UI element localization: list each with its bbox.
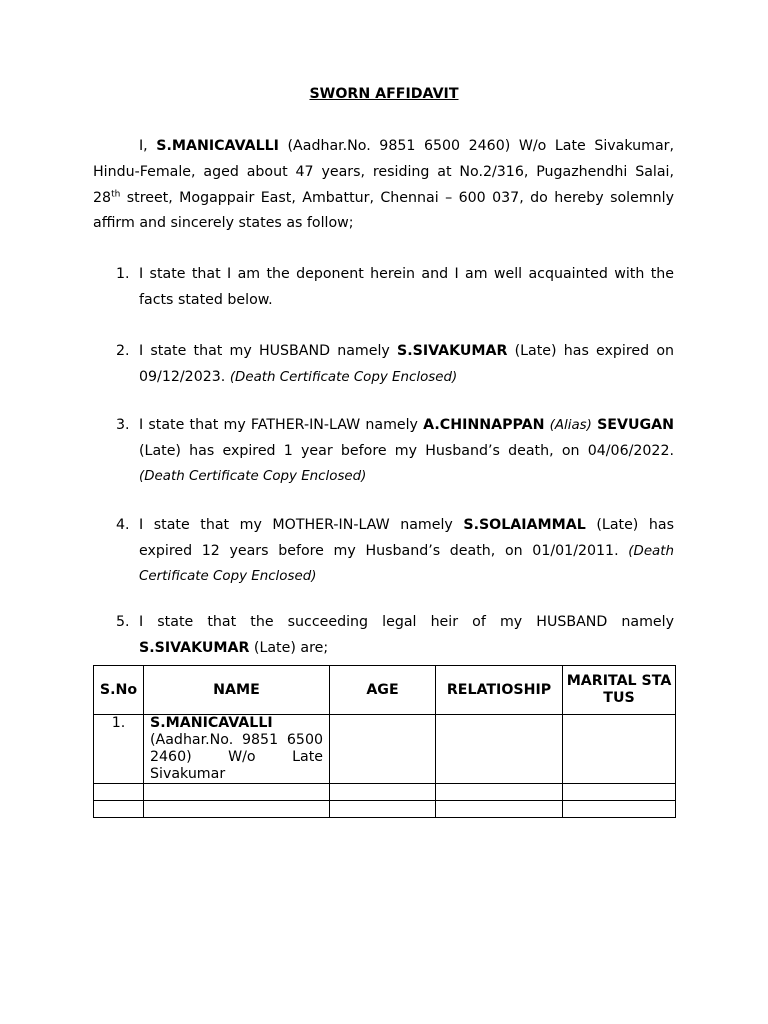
person-alias-name: SEVUGAN (597, 417, 675, 433)
statement-1 (93, 262, 674, 313)
empty-cell (144, 784, 330, 801)
statement-text (139, 610, 674, 661)
statement-text (139, 513, 674, 590)
heir-name: S.MANICAVALLI (150, 715, 273, 731)
enclosure-note: (Death Certificate Copy Enclosed) (229, 369, 458, 385)
intro-text-2: street, Mogappair East, Ambattur, Chennai – 600 037, do hereby solemnly affirm and sincerely states as follow; (93, 189, 674, 232)
heir-details: (Aadhar.No. 9851 6500 2460) W/o Late Sivakumar (150, 732, 323, 782)
cell-age (330, 715, 436, 784)
statement-4 (93, 513, 674, 590)
table-row-empty (94, 784, 676, 801)
statement-number: 2. (116, 343, 130, 359)
person-name: S.SIVAKUMAR (139, 639, 250, 656)
empty-cell (436, 801, 563, 818)
statement-number: 5. (116, 614, 130, 630)
header-relationship: RELATIOSHIP (436, 666, 563, 715)
cell-name (144, 715, 330, 784)
statement-post: (Late) has expired on 09/12/2023. (139, 343, 675, 385)
statement-post: (Late) are; (253, 639, 329, 656)
statement-text (139, 339, 674, 390)
empty-cell (94, 784, 144, 801)
table-row-empty (94, 801, 676, 818)
empty-cell (330, 801, 436, 818)
table-row (94, 715, 676, 784)
statement-pre: I state that the succeeding legal heir of my HUSBAND namely (139, 614, 674, 630)
empty-cell (563, 784, 676, 801)
legal-heirs-table (93, 665, 676, 818)
table-header-row (94, 666, 676, 715)
person-name: S.SIVAKUMAR (397, 343, 508, 359)
empty-cell (330, 784, 436, 801)
intro-prefix: I, (139, 138, 148, 154)
intro-text-1: (Aadhar.No. 9851 6500 2460) W/o Late Sivakumar, Hindu-Female, aged about 47 years, residing at No.2/316, Pugazhendhi Salai, 28 (93, 138, 675, 206)
empty-cell (436, 784, 563, 801)
person-name: A.CHINNAPPAN (423, 417, 545, 433)
header-age: AGE (330, 666, 436, 715)
intro-paragraph (93, 134, 674, 237)
statement-post: (Late) has expired 1 year before my Husband’s death, on 04/06/2022. (139, 442, 674, 459)
deponent-name: S.MANICAVALLI (156, 138, 279, 154)
cell-marital-status (563, 715, 676, 784)
cell-relationship (436, 715, 563, 784)
statement-text (139, 413, 674, 490)
enclosure-note: (Death Certificate Copy Enclosed) (139, 469, 367, 484)
statement-pre: I state that my HUSBAND namely (139, 343, 390, 359)
cell-sno: 1. (94, 715, 144, 784)
statement-2 (93, 339, 674, 390)
statement-post: (Late) has expired 12 years before my Husband’s death, on 01/01/2011. (139, 517, 674, 559)
alias-label: (Alias) (549, 418, 592, 433)
statement-3 (93, 413, 674, 490)
statement-number: 4. (116, 517, 130, 533)
header-sno: S.No (94, 666, 144, 715)
statement-number: 1. (116, 266, 130, 282)
header-name: NAME (144, 666, 330, 715)
person-name: S.SOLAIAMMAL (463, 517, 586, 533)
statement-pre: I state that my MOTHER-IN-LAW namely (139, 517, 453, 533)
statement-pre: I state that my FATHER-IN-LAW namely (139, 417, 418, 433)
intro-ordinal-suffix: th (111, 188, 121, 199)
header-marital-status: MARITAL STATUS (563, 666, 676, 715)
empty-cell (144, 801, 330, 818)
empty-cell (94, 801, 144, 818)
empty-cell (563, 801, 676, 818)
enclosure-note: (Death Certificate Copy Enclosed) (139, 543, 674, 584)
statement-text: I state that I am the deponent herein and I am well acquainted with the facts stated below. (139, 266, 674, 308)
document-title: SWORN AFFIDAVIT (309, 86, 459, 102)
statement-5 (93, 610, 674, 661)
statement-number: 3. (116, 417, 130, 433)
